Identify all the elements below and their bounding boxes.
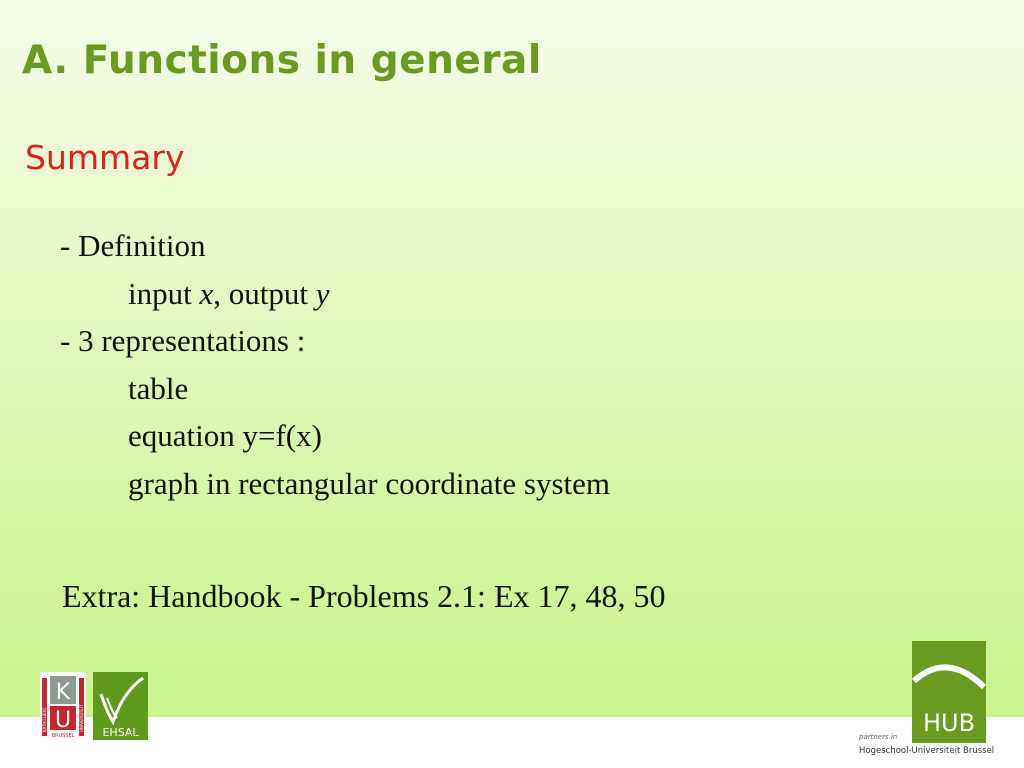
representations-item: - 3 representations : — [60, 323, 306, 358]
slide-title: A. Functions in general — [22, 38, 542, 83]
hub-logo — [912, 641, 986, 743]
svg-text:HUB: HUB — [922, 709, 976, 737]
definition-detail: input x, output y — [128, 275, 330, 311]
ehsal-logo — [93, 672, 148, 740]
hub-full-name: Hogeschool-Universiteit Brussel — [859, 746, 995, 756]
svg-text:KATHOLIEKE: KATHOLIEKE — [42, 707, 47, 732]
extra-exercises: Extra: Handbook - Problems 2.1: Ex 17, 48, 50 — [62, 578, 666, 614]
svg-text:UNIVERSITEIT: UNIVERSITEIT — [79, 704, 84, 732]
svg-text:U: U — [54, 708, 72, 733]
svg-text:EHSAL: EHSAL — [102, 726, 139, 739]
representation-table: table — [128, 370, 189, 406]
input-variable: x — [199, 275, 214, 311]
footer-bar — [0, 717, 1024, 768]
svg-text:BRUSSEL: BRUSSEL — [51, 733, 75, 739]
ku-brussel-logo — [40, 672, 86, 740]
summary-list — [60, 222, 610, 507]
output-variable: y — [315, 275, 330, 311]
definition-item: - Definition — [60, 228, 206, 263]
svg-text:K: K — [55, 680, 71, 705]
partners-label: partners in — [859, 733, 898, 741]
representation-equation: equation y=f(x) — [128, 418, 322, 453]
representation-graph: graph in rectangular coordinate system — [128, 465, 611, 501]
slide-subtitle: Summary — [25, 138, 185, 177]
